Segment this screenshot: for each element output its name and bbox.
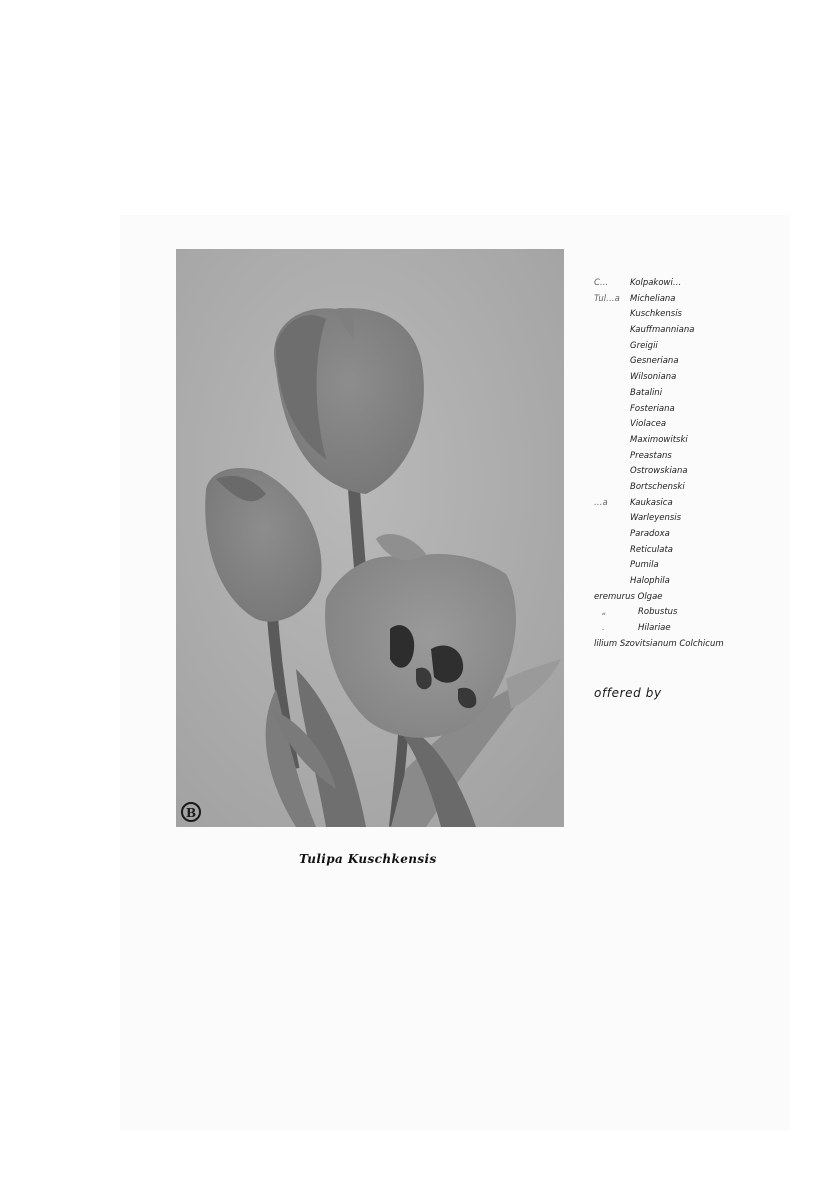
list-item — [594, 480, 724, 496]
list-name: Fosteriana — [630, 403, 675, 414]
offered-by-text: offered by — [594, 686, 662, 700]
list-item — [594, 370, 724, 386]
list-name: Warleyensis — [630, 513, 682, 524]
list-name: Greigii — [630, 340, 658, 351]
list-name: Hilariae — [638, 623, 671, 634]
list-item — [594, 276, 724, 292]
list-name: Robustus — [638, 607, 678, 618]
list-item — [594, 543, 724, 559]
list-prefix: Tul…a — [594, 293, 620, 304]
species-list — [594, 276, 724, 653]
list-item — [594, 496, 724, 512]
tulip-photograph — [176, 249, 564, 827]
list-name: Kuschkensis — [630, 309, 682, 320]
list-item — [594, 621, 724, 637]
list-item — [594, 527, 724, 543]
list-item — [594, 464, 724, 480]
list-item — [594, 558, 724, 574]
list-item — [594, 339, 724, 355]
photographer-monogram: B — [186, 806, 197, 820]
list-item — [594, 433, 724, 449]
list-item — [594, 449, 724, 465]
list-name: Wilsoniana — [630, 372, 677, 383]
photo-caption: Tulipa Kuschkensis — [299, 852, 437, 866]
list-prefix: „ — [602, 607, 607, 618]
list-item — [594, 574, 724, 590]
list-name: lilium Szovitsianum Colchicum — [594, 638, 724, 649]
list-name: Bortschenski — [630, 481, 685, 492]
list-name: Ostrowskiana — [630, 466, 688, 477]
list-name: Violacea — [630, 419, 667, 430]
list-name: Preastans — [630, 450, 672, 461]
list-name: Maximowitski — [630, 434, 688, 445]
list-name: Paradoxa — [630, 529, 670, 539]
list-name: Micheliana — [630, 293, 676, 304]
list-item — [594, 637, 724, 653]
list-name: Pumila — [630, 560, 659, 571]
list-item — [594, 605, 724, 621]
list-name: Halophila — [630, 576, 670, 587]
list-item — [594, 386, 724, 402]
list-item — [594, 354, 724, 370]
list-item — [594, 292, 724, 308]
list-item — [594, 590, 724, 606]
list-name: eremurus Olgae — [594, 591, 663, 602]
list-name: Kaukasica — [630, 497, 673, 508]
list-item — [594, 402, 724, 418]
list-name: Batalini — [630, 387, 663, 398]
list-name: Kauffmanniana — [630, 325, 695, 336]
list-prefix: C… — [594, 278, 609, 288]
list-name: Reticulata — [630, 544, 674, 555]
list-prefix: …a — [594, 497, 608, 508]
list-item — [594, 511, 724, 527]
list-item — [594, 307, 724, 323]
list-item — [594, 417, 724, 433]
list-name: Kolpakowi… — [630, 278, 682, 288]
list-name: Gesneriana — [630, 356, 679, 367]
list-prefix: . — [602, 623, 605, 634]
list-item — [594, 323, 724, 339]
